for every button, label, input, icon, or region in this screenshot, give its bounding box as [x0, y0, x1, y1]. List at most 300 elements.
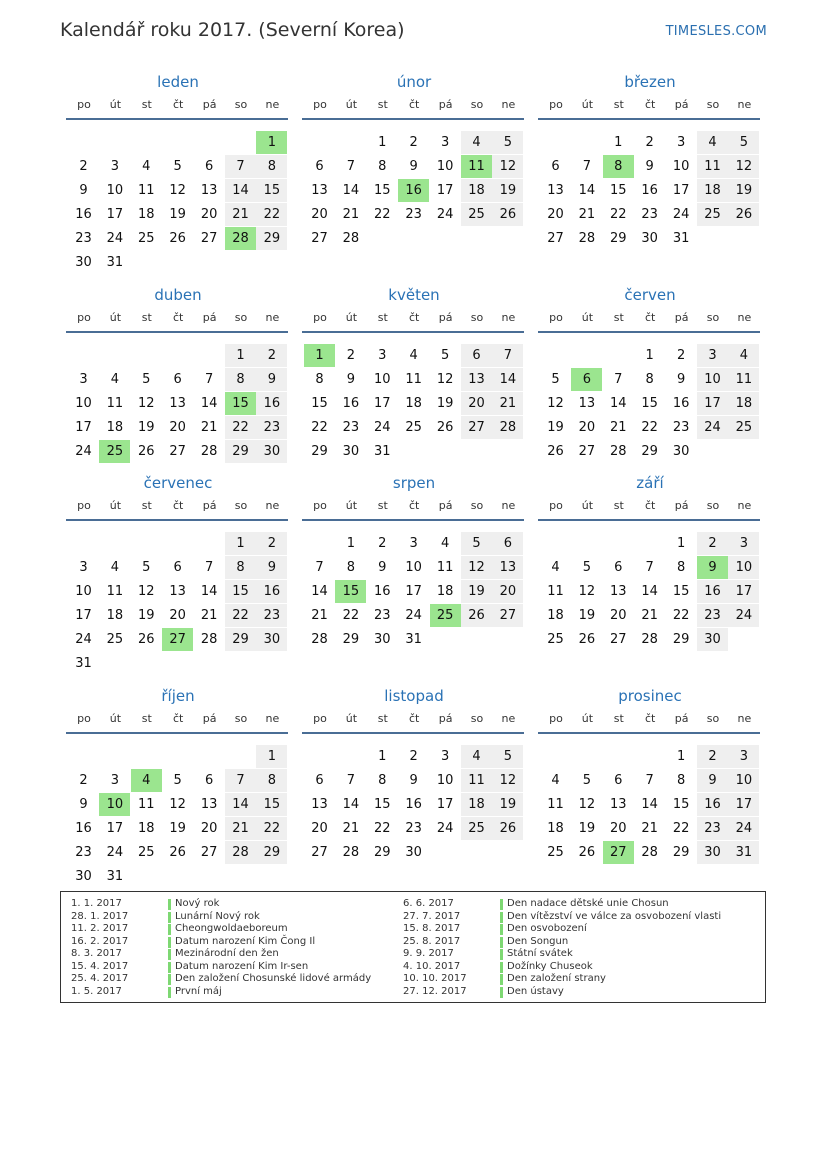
legend-marker — [168, 962, 171, 973]
day-cell: 12 — [578, 797, 596, 812]
legend-marker — [168, 987, 171, 998]
day-cell: 5 — [728, 131, 759, 154]
legend-holiday-name: Den založení strany — [507, 973, 606, 984]
day-cell: 3 — [440, 135, 450, 150]
day-cell: 8 — [346, 560, 356, 575]
day-cell: 17 — [697, 392, 728, 415]
day-cell: 13 — [200, 183, 218, 198]
day-cell: 7 — [582, 159, 592, 174]
day-cell: 16 — [256, 392, 287, 415]
weekday-header — [304, 311, 524, 329]
legend-holiday-name: Dožínky Chuseok — [507, 960, 593, 972]
day-cell: 25 — [138, 231, 155, 246]
day-cell: 29 — [311, 444, 328, 459]
weekday-label: ne — [737, 311, 752, 324]
day-cell: 24 — [672, 207, 690, 222]
weekday-label: út — [345, 712, 358, 725]
day-cell: 18 — [405, 396, 422, 411]
day-cell: 7 — [225, 769, 256, 792]
day-cell: 27 — [461, 416, 492, 439]
day-cell: 5 — [461, 532, 492, 555]
day-cell: 3 — [728, 745, 759, 768]
day-cell: 23 — [405, 207, 422, 222]
day-cell: 20 — [461, 392, 492, 415]
weekday-header — [68, 712, 288, 730]
day-cell: 22 — [342, 608, 360, 623]
day-cell: 7 — [315, 560, 324, 575]
legend-marker — [500, 987, 503, 998]
day-cell: 8 — [378, 773, 387, 788]
day-cell: 28 — [342, 845, 360, 860]
weekday-label: po — [77, 98, 91, 111]
day-cell: 18 — [547, 821, 564, 836]
day-cell: 6 — [204, 773, 214, 788]
weekday-label: po — [549, 98, 563, 111]
day-cell: 8 — [676, 773, 686, 788]
day-cell: 22 — [641, 420, 658, 435]
day-cell: 7 — [645, 773, 654, 788]
day-cell: 11 — [697, 155, 728, 178]
site-link[interactable]: TIMESLES.COM — [665, 24, 767, 39]
day-cell: 22 — [672, 608, 690, 623]
day-cell: 24 — [75, 444, 92, 459]
day-cell: 20 — [169, 608, 186, 623]
legend-date: 25. 4. 2017 — [71, 973, 129, 984]
day-cell: 17 — [672, 183, 690, 198]
day-cell: 25 — [461, 817, 492, 840]
day-cell: 26 — [578, 632, 596, 647]
day-cell: 1 — [225, 532, 256, 555]
weekday-label: pá — [674, 311, 689, 324]
legend-holiday-name: Den vítězství ve válce za osvobození vlasti — [507, 910, 722, 922]
holiday-day-cell: 25 — [430, 604, 461, 627]
weekday-label: st — [141, 712, 152, 725]
weekday-label: út — [581, 98, 594, 111]
legend-date: 28. 1. 2017 — [71, 910, 129, 922]
month-name: květen — [388, 286, 440, 304]
weekday-label: po — [313, 712, 327, 725]
legend-item — [403, 898, 723, 910]
day-cell: 22 — [256, 203, 287, 226]
day-cell: 7 — [492, 344, 523, 367]
day-cell: 9 — [256, 556, 287, 579]
day-cell: 20 — [492, 580, 523, 603]
day-cell: 12 — [728, 155, 759, 178]
month-name: únor — [396, 73, 432, 91]
day-cell: 27 — [311, 845, 328, 860]
legend-item — [71, 961, 391, 973]
weekday-label: út — [109, 712, 122, 725]
legend-date: 10. 10. 2017 — [403, 973, 467, 984]
month-name: červenec — [143, 474, 213, 492]
holiday-day-cell: 11 — [461, 155, 492, 178]
header-rule — [302, 118, 524, 120]
day-cell: 6 — [614, 773, 623, 788]
day-cell: 23 — [256, 604, 287, 627]
day-cell: 29 — [225, 440, 256, 463]
day-cell: 30 — [75, 869, 92, 884]
day-cell: 22 — [256, 817, 287, 840]
day-cell: 11 — [728, 368, 759, 391]
day-cell: 23 — [75, 231, 92, 246]
day-cell: 14 — [225, 793, 256, 816]
day-cell: 15 — [256, 793, 287, 816]
day-cell: 10 — [436, 773, 454, 788]
day-cell: 12 — [138, 584, 155, 599]
weekday-header — [68, 499, 288, 517]
day-cell: 6 — [492, 532, 523, 555]
day-cell: 28 — [492, 416, 523, 439]
day-cell: 17 — [436, 183, 454, 198]
day-cell: 13 — [169, 396, 186, 411]
day-cell: 10 — [728, 556, 759, 579]
day-cell: 19 — [169, 207, 186, 222]
day-cell: 23 — [256, 416, 287, 439]
day-cell: 28 — [641, 632, 658, 647]
day-cell: 30 — [256, 440, 287, 463]
weekday-label: po — [313, 499, 327, 512]
day-cell: 29 — [374, 845, 391, 860]
day-cell: 16 — [697, 580, 728, 603]
weekday-label: po — [549, 712, 563, 725]
day-cell: 2 — [346, 348, 356, 363]
weekday-label: so — [706, 499, 720, 512]
day-cell: 12 — [492, 769, 523, 792]
weekday-label: ne — [265, 311, 280, 324]
day-cell: 14 — [641, 797, 658, 812]
day-cell: 26 — [169, 845, 186, 860]
day-cell: 28 — [610, 444, 627, 459]
month-name: září — [636, 474, 664, 492]
day-cell: 11 — [547, 797, 564, 812]
day-cell: 22 — [374, 207, 391, 222]
day-cell: 2 — [378, 536, 387, 551]
day-cell: 19 — [728, 179, 759, 202]
day-cell: 26 — [578, 845, 596, 860]
day-cell: 23 — [697, 604, 728, 627]
legend-date: 1. 5. 2017 — [71, 985, 122, 997]
day-cell: 17 — [75, 608, 92, 623]
day-cell: 7 — [645, 560, 654, 575]
holiday-day-cell: 9 — [697, 556, 728, 579]
day-cell: 13 — [311, 183, 328, 198]
legend-item — [403, 911, 723, 923]
day-cell: 19 — [461, 580, 492, 603]
weekday-label: út — [581, 499, 594, 512]
day-cell: 21 — [225, 817, 256, 840]
day-cell: 10 — [75, 584, 92, 599]
day-cell: 8 — [256, 769, 287, 792]
weekday-label: st — [377, 499, 388, 512]
day-cell: 15 — [672, 584, 690, 599]
weekday-label: so — [234, 98, 248, 111]
month-name: duben — [154, 286, 202, 304]
weekday-label: čt — [409, 98, 420, 111]
day-cell: 2 — [79, 773, 88, 788]
weekday-label: st — [377, 712, 388, 725]
weekday-label: so — [706, 712, 720, 725]
weekday-label: st — [613, 712, 624, 725]
day-cell: 5 — [173, 159, 182, 174]
legend-date: 16. 2. 2017 — [71, 935, 129, 947]
day-cell: 11 — [461, 769, 492, 792]
day-cell: 9 — [378, 560, 387, 575]
weekday-label: čt — [173, 311, 184, 324]
legend-holiday-name: Datum narození Kim Ir-sen — [175, 960, 309, 972]
day-cell: 13 — [547, 183, 564, 198]
day-cell: 5 — [142, 560, 151, 575]
weekday-label: st — [141, 98, 152, 111]
day-cell: 1 — [256, 745, 287, 768]
day-cell: 13 — [610, 584, 627, 599]
header-rule — [538, 118, 760, 120]
day-cell: 10 — [672, 159, 690, 174]
day-cell: 13 — [461, 368, 492, 391]
day-cell: 18 — [461, 793, 492, 816]
day-cell: 8 — [676, 560, 686, 575]
weekday-header — [540, 98, 760, 116]
day-cell: 16 — [405, 797, 422, 812]
legend-holiday-name: Den osvobození — [507, 923, 587, 934]
day-cell: 16 — [672, 396, 690, 411]
day-cell: 20 — [578, 420, 596, 435]
day-cell: 11 — [138, 797, 155, 812]
day-cell: 12 — [578, 584, 596, 599]
legend-item — [403, 948, 723, 960]
day-cell: 30 — [641, 231, 658, 246]
day-cell: 9 — [645, 159, 654, 174]
day-cell: 4 — [409, 348, 418, 363]
day-cell: 10 — [75, 396, 92, 411]
day-cell: 7 — [346, 773, 356, 788]
day-cell: 21 — [200, 420, 218, 435]
legend-marker — [500, 974, 503, 985]
day-cell: 18 — [728, 392, 759, 415]
weekday-label: čt — [409, 712, 420, 725]
legend-item — [403, 936, 723, 948]
weekday-label: st — [613, 499, 624, 512]
legend-item — [71, 923, 391, 935]
day-cell: 14 — [200, 584, 218, 599]
day-cell: 21 — [311, 608, 328, 623]
day-cell: 24 — [436, 821, 454, 836]
day-cell: 12 — [169, 183, 186, 198]
day-cell: 18 — [106, 420, 124, 435]
day-cell: 3 — [728, 532, 759, 555]
weekday-label: po — [549, 499, 563, 512]
day-cell: 19 — [492, 793, 523, 816]
weekday-label: po — [77, 499, 91, 512]
day-cell: 29 — [610, 231, 627, 246]
day-cell: 9 — [409, 773, 418, 788]
legend-holiday-name: Nový rok — [175, 898, 220, 909]
day-cell: 30 — [256, 628, 287, 651]
day-cell: 6 — [614, 560, 623, 575]
day-cell: 18 — [436, 584, 454, 599]
day-cell: 24 — [405, 608, 422, 623]
day-cell: 18 — [138, 207, 155, 222]
legend-marker — [168, 949, 171, 960]
day-cell: 13 — [578, 396, 596, 411]
day-cell: 15 — [672, 797, 690, 812]
day-cell: 3 — [409, 536, 418, 551]
day-cell: 31 — [374, 444, 391, 459]
legend-holiday-name: Den ústavy — [507, 985, 564, 997]
day-cell: 10 — [436, 159, 454, 174]
weekday-label: so — [234, 712, 248, 725]
day-cell: 14 — [342, 797, 360, 812]
day-cell: 9 — [676, 372, 686, 387]
day-cell: 22 — [225, 604, 256, 627]
day-cell: 4 — [142, 159, 151, 174]
header-rule — [538, 519, 760, 521]
legend-date: 1. 1. 2017 — [71, 898, 122, 909]
day-cell: 2 — [409, 749, 418, 764]
day-cell: 29 — [256, 841, 287, 864]
legend-item — [71, 986, 391, 998]
header-rule — [302, 519, 524, 521]
day-cell: 4 — [551, 560, 560, 575]
legend-date: 27. 12. 2017 — [403, 985, 467, 997]
weekday-label: čt — [645, 311, 656, 324]
weekday-header — [540, 499, 760, 517]
month-name: srpen — [392, 474, 436, 492]
weekday-label: čt — [173, 499, 184, 512]
day-cell: 21 — [610, 420, 627, 435]
day-cell: 21 — [342, 207, 360, 222]
day-cell: 17 — [75, 420, 92, 435]
day-cell: 26 — [138, 444, 155, 459]
day-cell: 12 — [138, 396, 155, 411]
header-rule — [538, 732, 760, 734]
legend-marker — [500, 924, 503, 935]
day-cell: 6 — [173, 372, 182, 387]
weekday-label: ne — [265, 98, 280, 111]
day-cell: 23 — [342, 420, 360, 435]
header-rule — [302, 732, 524, 734]
weekday-label: po — [313, 311, 327, 324]
day-cell: 26 — [169, 231, 186, 246]
day-cell: 19 — [578, 821, 596, 836]
day-cell: 20 — [311, 207, 328, 222]
weekday-label: út — [109, 499, 122, 512]
day-cell: 5 — [440, 348, 450, 363]
day-cell: 19 — [138, 420, 155, 435]
legend-item — [71, 973, 391, 985]
day-cell: 7 — [614, 372, 623, 387]
weekday-label: pá — [202, 98, 217, 111]
day-cell: 8 — [225, 556, 256, 579]
legend-marker — [500, 899, 503, 910]
day-cell: 17 — [436, 797, 454, 812]
weekday-label: čt — [173, 98, 184, 111]
day-cell: 3 — [79, 560, 88, 575]
day-cell: 12 — [547, 396, 564, 411]
day-cell: 28 — [641, 845, 658, 860]
weekday-label: pá — [674, 712, 689, 725]
weekday-label: pá — [202, 712, 217, 725]
day-cell: 27 — [578, 444, 596, 459]
day-cell: 27 — [169, 444, 186, 459]
day-cell: 9 — [346, 372, 356, 387]
day-cell: 30 — [672, 444, 690, 459]
day-cell: 28 — [342, 231, 360, 246]
weekday-label: út — [109, 311, 122, 324]
day-cell: 19 — [138, 608, 155, 623]
month-name: leden — [157, 73, 199, 91]
day-cell: 11 — [106, 396, 124, 411]
day-cell: 15 — [641, 396, 658, 411]
day-cell: 23 — [374, 608, 391, 623]
weekday-label: pá — [438, 311, 453, 324]
day-cell: 25 — [405, 420, 422, 435]
day-cell: 31 — [106, 255, 124, 270]
header-rule — [66, 331, 288, 333]
month-name: říjen — [161, 687, 195, 705]
day-cell: 25 — [106, 632, 124, 647]
holiday-day-cell: 27 — [162, 628, 193, 651]
legend-date: 25. 8. 2017 — [403, 935, 461, 947]
day-cell: 12 — [436, 372, 454, 387]
day-cell: 2 — [79, 159, 88, 174]
day-cell: 8 — [225, 368, 256, 391]
weekday-label: pá — [674, 499, 689, 512]
day-cell: 23 — [641, 207, 658, 222]
day-cell: 20 — [200, 821, 218, 836]
day-cell: 20 — [610, 821, 627, 836]
weekday-label: čt — [409, 499, 420, 512]
day-cell: 25 — [547, 632, 564, 647]
weekday-label: pá — [438, 98, 453, 111]
header-rule — [302, 331, 524, 333]
holiday-day-cell: 28 — [225, 227, 256, 250]
legend-marker — [500, 912, 503, 923]
weekday-label: út — [109, 98, 122, 111]
weekday-label: pá — [674, 98, 689, 111]
day-cell: 4 — [728, 344, 759, 367]
day-cell: 29 — [342, 632, 360, 647]
day-cell: 29 — [256, 227, 287, 250]
holiday-day-cell: 27 — [603, 841, 634, 864]
day-cell: 8 — [256, 155, 287, 178]
day-cell: 20 — [200, 207, 218, 222]
day-cell: 23 — [75, 845, 92, 860]
legend-date: 4. 10. 2017 — [403, 960, 461, 972]
day-cell: 22 — [374, 821, 391, 836]
day-cell: 2 — [697, 745, 728, 768]
day-cell: 10 — [106, 183, 124, 198]
day-cell: 9 — [79, 797, 88, 812]
weekday-label: ne — [737, 712, 752, 725]
day-cell: 23 — [672, 420, 690, 435]
day-cell: 6 — [461, 344, 492, 367]
day-cell: 26 — [547, 444, 564, 459]
day-cell: 21 — [342, 821, 360, 836]
weekday-label: st — [141, 311, 152, 324]
weekday-label: so — [706, 98, 720, 111]
month-name: prosinec — [618, 687, 682, 705]
day-cell: 19 — [436, 396, 454, 411]
day-cell: 21 — [225, 203, 256, 226]
day-cell: 3 — [378, 348, 387, 363]
header-rule — [66, 732, 288, 734]
day-cell: 23 — [405, 821, 422, 836]
day-cell: 20 — [610, 608, 627, 623]
weekday-label: st — [377, 311, 388, 324]
day-cell: 6 — [315, 773, 324, 788]
weekday-label: ne — [501, 712, 516, 725]
day-cell: 7 — [346, 159, 356, 174]
